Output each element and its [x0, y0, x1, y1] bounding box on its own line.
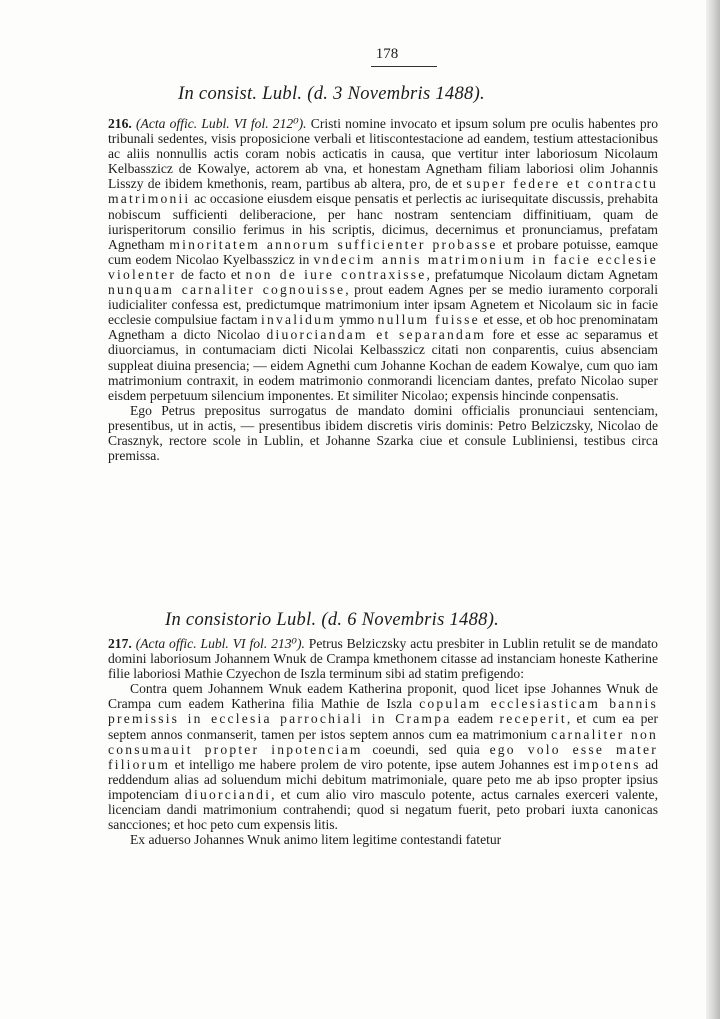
spaced-emphasis: super federe et contractu matrimonii [108, 176, 658, 207]
spaced-emphasis: vndecim annis matrimonium in facie ecclesie violenter [108, 251, 659, 282]
spaced-emphasis: receperit [499, 711, 567, 727]
source-citation: (Acta offic. Lubl. VI fol. 212⁰). [135, 116, 307, 131]
spaced-emphasis: minoritatem annorum sufficienter probasse [169, 236, 498, 252]
spaced-emphasis: impotens [573, 756, 641, 772]
spaced-emphasis: non de iure contraxisse [245, 266, 427, 282]
spaced-emphasis: carnaliter non consumauit propter inpotenciam [108, 726, 658, 757]
text-run: fore et esse ac separamus et diuorciamus, in contumaciam dicti Nicolai Kelbasszicz citati non conparentis, cuius absenciam suppleat diuina presencia; — eidem Agnethi cum Johanne Kochan de eadem Kowalye, cum quo iam matrimonium contraxit, in eodem matrimonio conmorandi licenciam dantes, prefato Nicolao super eisdem perpetuum silencium imponentes. Et similiter Nicolao; expensis hincinde conpensatis. [108, 327, 659, 403]
page-edge-shadow [706, 0, 720, 1019]
entry-number: 216. [108, 116, 132, 131]
spaced-emphasis: copulam ecclesiasticam bannis premissis in ecclesia parrochiali in Crampa [108, 696, 658, 727]
paragraph [108, 403, 658, 463]
text-run: Ex aduerso Johannes Wnuk animo litem legitime contestandi fatetur [130, 832, 502, 848]
entry-217 [108, 636, 658, 847]
text-run: ymmo [335, 312, 378, 328]
entry-216 [108, 116, 658, 463]
text-run: et intelligo me habere prolem de viro potente, ipse autem Johannes est [170, 756, 574, 772]
source-citation: (Acta offic. Lubl. VI fol. 213⁰). [135, 636, 305, 651]
entry-216-heading: In consist. Lubl. (d. 3 Novembris 1488). [178, 84, 485, 104]
text-run: , prefatumque Nicolaum dictam Agnetam [426, 266, 658, 282]
text-run: eadem [451, 711, 500, 727]
entry-number: 217. [108, 636, 132, 651]
paragraph [108, 636, 658, 681]
text-run: , et cum ea per septem annos conmanserit, tamen per istos septem annos cum ea matrimonium [108, 711, 658, 742]
paragraph [108, 116, 658, 403]
text-run: , prout eadem Agnes per se medio iuramento corporali iudicialiter confessa est, predictumque matrimonium inter ipsam Agnetem et Nicolaum sic in facie ecclesie compulsiue factam [108, 282, 658, 328]
spaced-emphasis: nunquam carnaliter cognouisse [108, 282, 346, 298]
text-run: Ego Petrus prepositus surrogatus de mandato domini officialis pronunciaui sentenciam, presentibus, ut in actis, — presentibus ibidem discretis viris dominis: Petro Belziczsky, Nicolao de Crasznyk, rectore scole in Lublin, et Johanne Szarka ciue et consule Lubliniensi, testibus circa premissa. [108, 402, 658, 464]
page-number: 178 [375, 46, 399, 62]
entry-217-heading: In consistorio Lubl. (d. 6 Novembris 1488). [165, 610, 500, 630]
paragraph [108, 832, 658, 847]
paragraph [108, 681, 658, 832]
spaced-emphasis: invalidum [261, 312, 336, 328]
text-run: Petrus Belziczsky actu presbiter in Lublin retulit se de mandato domini laboriosum Johannem Wnuk de Crampa kmethonem citasse ad instanciam honeste Katherine filie laboriosi Mathie Czyechon de Iszla terminum sibi ad statim prefigendo: [108, 636, 658, 682]
page-number-rule [371, 66, 437, 67]
spaced-emphasis: diuorciandi [185, 786, 272, 802]
text-run: et probare potuisse, eamque cum eodem Nicolao Kyelbasszicz in [108, 236, 659, 267]
text-run: coeundi, sed quia [362, 741, 490, 757]
text-run: et esse, et ob hoc prenominatam Agnetham a dicto Nicolao [108, 312, 659, 343]
spaced-emphasis: nullum fuisse [377, 312, 480, 328]
spaced-emphasis: diuorciandam et separandam [266, 327, 486, 343]
text-run: de facto et [176, 266, 246, 282]
text-run: ac occasione eiusdem eisque pensatis et perlectis ac iurisequitate discussis, prehabita nobiscum sufficienti deliberacione, per hanc nostram sentenciam diffinitiuam, quam de iurisperitorum consilio ferimus in his scriptis, dicimus, decernimus et pronunciamus, prefatam Agnetham [108, 191, 658, 252]
text-run: , et cum alio viro masculo potente, actus carnales exerceri valente, licenciam dandi matrimonium contrahendi; quod si negatum fuerit, peto probari iuxta canonicas sancciones; et hoc peto cum expensis litis. [108, 786, 658, 833]
spaced-emphasis: ego volo esse mater filiorum [108, 741, 658, 772]
text-run: ad reddendum alias ad soluendum michi debitum matrimoniale, quare peto me ab ipso propter ipsius impotenciam [108, 756, 658, 802]
text-run: Cristi nomine invocato et ipsum solum pre oculis habentes pro tribunali sedentes, visis proposicione verbali et litiscontestacione ad eandem, testium attestacionibus ac aliis nonnullis actis coram nobis acticatis in causa, que vertitur inter laboriosum Nicolaum Kelbasszicz de Kowalye, actorem ab vna, et honestam Agnetham filiam laboriosi olim Johannis Lisszy de ibidem kmethonis, ream, partibus ab altera, pro, de et [108, 116, 658, 192]
text-run: Contra quem Johannem Wnuk eadem Katherina proponit, quod licet ipse Johannes Wnuk de Crampa cum eadem Katherina filia Mathie de Iszla [108, 681, 658, 712]
